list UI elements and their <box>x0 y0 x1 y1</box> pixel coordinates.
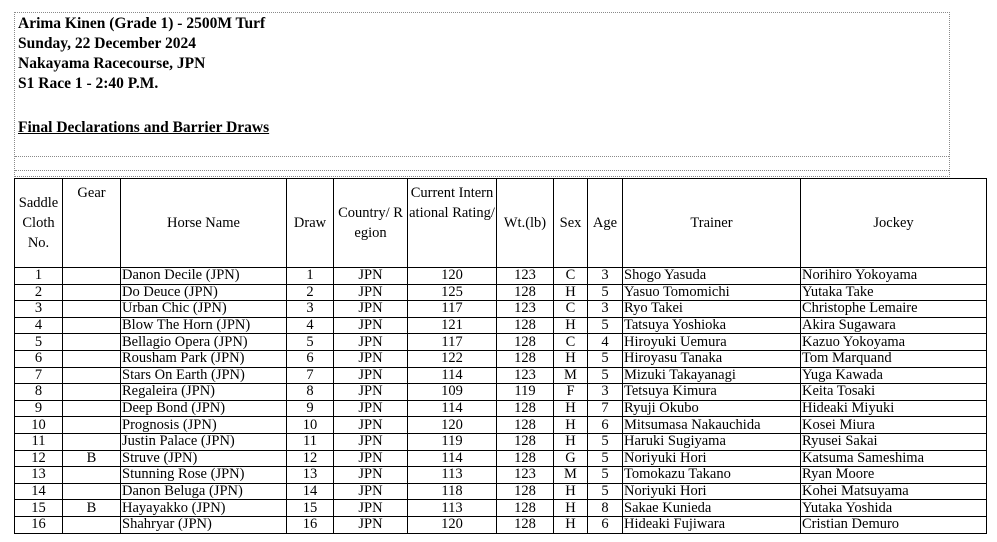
country-cell: JPN <box>334 334 408 351</box>
draw-cell: 6 <box>287 350 334 367</box>
horse-name-cell: Stars On Earth (JPN) <box>121 367 287 384</box>
jockey-cell: Katsuma Sameshima <box>801 450 987 467</box>
col-country-region: Country/ Region <box>334 179 408 268</box>
trainer-cell: Mizuki Takayanagi <box>623 367 801 384</box>
horse-name-cell: Danon Decile (JPN) <box>121 268 287 285</box>
trainer-cell: Hideaki Fujiwara <box>623 516 801 533</box>
age-cell: 3 <box>588 268 623 285</box>
draw-cell: 9 <box>287 400 334 417</box>
jockey-cell: Kosei Miura <box>801 417 987 434</box>
trainer-cell: Sakae Kunieda <box>623 500 801 517</box>
trainer-cell: Noriyuki Hori <box>623 450 801 467</box>
saddle-cloth-cell: 16 <box>15 516 63 533</box>
saddle-cloth-cell: 10 <box>15 417 63 434</box>
table-row <box>15 400 987 417</box>
weight-cell: 128 <box>497 483 554 500</box>
rating-cell: 120 <box>408 516 497 533</box>
jockey-cell: Tom Marquand <box>801 350 987 367</box>
trainer-cell: Mitsumasa Nakauchida <box>623 417 801 434</box>
draw-cell: 2 <box>287 284 334 301</box>
divider <box>15 170 949 171</box>
race-venue: Nakayama Racecourse, JPN <box>18 55 206 72</box>
gear-cell <box>63 384 121 401</box>
horse-name-cell: Rousham Park (JPN) <box>121 350 287 367</box>
weight-cell: 123 <box>497 367 554 384</box>
draw-cell: 12 <box>287 450 334 467</box>
jockey-cell: Kohei Matsuyama <box>801 483 987 500</box>
weight-cell: 128 <box>497 400 554 417</box>
table-row <box>15 483 987 500</box>
saddle-cloth-cell: 3 <box>15 301 63 318</box>
sex-cell: H <box>554 284 588 301</box>
gear-cell <box>63 301 121 318</box>
jockey-cell: Yutaka Yoshida <box>801 500 987 517</box>
trainer-cell: Hiroyasu Tanaka <box>623 350 801 367</box>
gear-cell <box>63 400 121 417</box>
rating-cell: 125 <box>408 284 497 301</box>
trainer-cell: Tetsuya Kimura <box>623 384 801 401</box>
draw-cell: 7 <box>287 367 334 384</box>
rating-cell: 122 <box>408 350 497 367</box>
horse-name-cell: Justin Palace (JPN) <box>121 433 287 450</box>
saddle-cloth-cell: 1 <box>15 268 63 285</box>
horse-name-cell: Stunning Rose (JPN) <box>121 467 287 484</box>
gear-cell <box>63 334 121 351</box>
saddle-cloth-cell: 5 <box>15 334 63 351</box>
jockey-cell: Keita Tosaki <box>801 384 987 401</box>
country-cell: JPN <box>334 301 408 318</box>
draw-cell: 15 <box>287 500 334 517</box>
rating-cell: 117 <box>408 334 497 351</box>
age-cell: 6 <box>588 417 623 434</box>
country-cell: JPN <box>334 450 408 467</box>
table-row <box>15 516 987 533</box>
country-cell: JPN <box>334 467 408 484</box>
table-row <box>15 350 987 367</box>
weight-cell: 119 <box>497 384 554 401</box>
gear-cell <box>63 350 121 367</box>
page-title: Final Declarations and Barrier Draws <box>18 119 270 136</box>
weight-cell: 128 <box>497 450 554 467</box>
sex-cell: H <box>554 483 588 500</box>
sex-cell: C <box>554 268 588 285</box>
weight-cell: 128 <box>497 350 554 367</box>
draw-cell: 1 <box>287 268 334 285</box>
country-cell: JPN <box>334 284 408 301</box>
saddle-cloth-cell: 9 <box>15 400 63 417</box>
weight-cell: 128 <box>497 433 554 450</box>
race-date: Sunday, 22 December 2024 <box>18 35 196 52</box>
sex-cell: G <box>554 450 588 467</box>
sex-cell: H <box>554 500 588 517</box>
rating-cell: 114 <box>408 400 497 417</box>
horse-name-cell: Shahryar (JPN) <box>121 516 287 533</box>
age-cell: 5 <box>588 317 623 334</box>
jockey-cell: Ryusei Sakai <box>801 433 987 450</box>
age-cell: 6 <box>588 516 623 533</box>
weight-cell: 128 <box>497 500 554 517</box>
weight-cell: 128 <box>497 516 554 533</box>
gear-cell <box>63 467 121 484</box>
saddle-cloth-cell: 7 <box>15 367 63 384</box>
rating-cell: 118 <box>408 483 497 500</box>
jockey-cell: Yuga Kawada <box>801 367 987 384</box>
rating-cell: 114 <box>408 450 497 467</box>
table-header-row <box>15 179 987 268</box>
country-cell: JPN <box>334 516 408 533</box>
rating-cell: 117 <box>408 301 497 318</box>
saddle-cloth-cell: 14 <box>15 483 63 500</box>
draw-cell: 10 <box>287 417 334 434</box>
horse-name-cell: Urban Chic (JPN) <box>121 301 287 318</box>
gear-cell: B <box>63 500 121 517</box>
sex-cell: F <box>554 384 588 401</box>
country-cell: JPN <box>334 500 408 517</box>
draw-cell: 11 <box>287 433 334 450</box>
weight-cell: 123 <box>497 268 554 285</box>
col-rating: Current International Rating/ <box>408 179 497 268</box>
jockey-cell: Cristian Demuro <box>801 516 987 533</box>
sex-cell: H <box>554 433 588 450</box>
saddle-cloth-cell: 8 <box>15 384 63 401</box>
jockey-cell: Hideaki Miyuki <box>801 400 987 417</box>
weight-cell: 128 <box>497 317 554 334</box>
country-cell: JPN <box>334 268 408 285</box>
weight-cell: 123 <box>497 301 554 318</box>
age-cell: 5 <box>588 450 623 467</box>
table-row <box>15 268 987 285</box>
rating-cell: 113 <box>408 500 497 517</box>
weight-cell: 128 <box>497 417 554 434</box>
trainer-cell: Haruki Sugiyama <box>623 433 801 450</box>
weight-cell: 123 <box>497 467 554 484</box>
draw-cell: 14 <box>287 483 334 500</box>
col-saddle-cloth: Saddle Cloth No. <box>15 179 63 268</box>
table-row <box>15 433 987 450</box>
age-cell: 5 <box>588 467 623 484</box>
sex-cell: H <box>554 417 588 434</box>
country-cell: JPN <box>334 317 408 334</box>
sex-cell: M <box>554 467 588 484</box>
age-cell: 8 <box>588 500 623 517</box>
age-cell: 7 <box>588 400 623 417</box>
sex-cell: H <box>554 400 588 417</box>
age-cell: 4 <box>588 334 623 351</box>
gear-cell <box>63 417 121 434</box>
table-row <box>15 367 987 384</box>
country-cell: JPN <box>334 433 408 450</box>
trainer-cell: Tomokazu Takano <box>623 467 801 484</box>
table-row <box>15 450 987 467</box>
gear-cell <box>63 317 121 334</box>
saddle-cloth-cell: 4 <box>15 317 63 334</box>
draw-cell: 5 <box>287 334 334 351</box>
jockey-cell: Norihiro Yokoyama <box>801 268 987 285</box>
rating-cell: 120 <box>408 417 497 434</box>
saddle-cloth-cell: 12 <box>15 450 63 467</box>
gear-cell: B <box>63 450 121 467</box>
col-jockey: Jockey <box>801 179 987 268</box>
divider <box>15 156 949 157</box>
race-header <box>14 12 950 177</box>
country-cell: JPN <box>334 367 408 384</box>
col-sex: Sex <box>554 179 588 268</box>
saddle-cloth-cell: 6 <box>15 350 63 367</box>
trainer-cell: Noriyuki Hori <box>623 483 801 500</box>
horse-name-cell: Danon Beluga (JPN) <box>121 483 287 500</box>
trainer-cell: Hiroyuki Uemura <box>623 334 801 351</box>
table-row <box>15 317 987 334</box>
trainer-cell: Yasuo Tomomichi <box>623 284 801 301</box>
table-row <box>15 384 987 401</box>
race-time: S1 Race 1 - 2:40 P.M. <box>18 75 159 92</box>
trainer-cell: Ryuji Okubo <box>623 400 801 417</box>
jockey-cell: Christophe Lemaire <box>801 301 987 318</box>
weight-cell: 128 <box>497 284 554 301</box>
table-row <box>15 417 987 434</box>
draw-cell: 3 <box>287 301 334 318</box>
jockey-cell: Akira Sugawara <box>801 317 987 334</box>
saddle-cloth-cell: 15 <box>15 500 63 517</box>
sex-cell: M <box>554 367 588 384</box>
horse-name-cell: Hayayakko (JPN) <box>121 500 287 517</box>
rating-cell: 113 <box>408 467 497 484</box>
race-info <box>18 14 265 94</box>
horse-name-cell: Blow The Horn (JPN) <box>121 317 287 334</box>
gear-cell <box>63 367 121 384</box>
jockey-cell: Ryan Moore <box>801 467 987 484</box>
sex-cell: C <box>554 334 588 351</box>
trainer-cell: Ryo Takei <box>623 301 801 318</box>
age-cell: 3 <box>588 301 623 318</box>
col-weight: Wt.(lb) <box>497 179 554 268</box>
draw-cell: 4 <box>287 317 334 334</box>
country-cell: JPN <box>334 400 408 417</box>
age-cell: 5 <box>588 350 623 367</box>
draw-cell: 8 <box>287 384 334 401</box>
col-gear: Gear <box>63 179 121 268</box>
saddle-cloth-cell: 11 <box>15 433 63 450</box>
horse-name-cell: Prognosis (JPN) <box>121 417 287 434</box>
jockey-cell: Kazuo Yokoyama <box>801 334 987 351</box>
country-cell: JPN <box>334 417 408 434</box>
horse-name-cell: Bellagio Opera (JPN) <box>121 334 287 351</box>
draw-cell: 13 <box>287 467 334 484</box>
trainer-cell: Shogo Yasuda <box>623 268 801 285</box>
saddle-cloth-cell: 13 <box>15 467 63 484</box>
age-cell: 3 <box>588 384 623 401</box>
rating-cell: 109 <box>408 384 497 401</box>
col-trainer: Trainer <box>623 179 801 268</box>
weight-cell: 128 <box>497 334 554 351</box>
race-name: Arima Kinen (Grade 1) - 2500M Turf <box>18 15 266 32</box>
col-age: Age <box>588 179 623 268</box>
country-cell: JPN <box>334 350 408 367</box>
age-cell: 5 <box>588 433 623 450</box>
col-draw: Draw <box>287 179 334 268</box>
gear-cell <box>63 516 121 533</box>
sex-cell: H <box>554 516 588 533</box>
age-cell: 5 <box>588 284 623 301</box>
age-cell: 5 <box>588 367 623 384</box>
col-horse-name: Horse Name <box>121 179 287 268</box>
gear-cell <box>63 284 121 301</box>
gear-cell <box>63 433 121 450</box>
draw-cell: 16 <box>287 516 334 533</box>
table-row <box>15 284 987 301</box>
horse-name-cell: Struve (JPN) <box>121 450 287 467</box>
table-row <box>15 301 987 318</box>
saddle-cloth-cell: 2 <box>15 284 63 301</box>
gear-cell <box>63 268 121 285</box>
country-cell: JPN <box>334 483 408 500</box>
rating-cell: 121 <box>408 317 497 334</box>
horse-name-cell: Deep Bond (JPN) <box>121 400 287 417</box>
jockey-cell: Yutaka Take <box>801 284 987 301</box>
sex-cell: H <box>554 317 588 334</box>
country-cell: JPN <box>334 384 408 401</box>
table-row <box>15 334 987 351</box>
gear-cell <box>63 483 121 500</box>
horse-name-cell: Regaleira (JPN) <box>121 384 287 401</box>
sex-cell: H <box>554 350 588 367</box>
rating-cell: 114 <box>408 367 497 384</box>
barrier-draw-table <box>14 178 987 534</box>
table-row <box>15 467 987 484</box>
horse-name-cell: Do Deuce (JPN) <box>121 284 287 301</box>
trainer-cell: Tatsuya Yoshioka <box>623 317 801 334</box>
rating-cell: 120 <box>408 268 497 285</box>
age-cell: 5 <box>588 483 623 500</box>
table-row <box>15 500 987 517</box>
sex-cell: C <box>554 301 588 318</box>
rating-cell: 119 <box>408 433 497 450</box>
